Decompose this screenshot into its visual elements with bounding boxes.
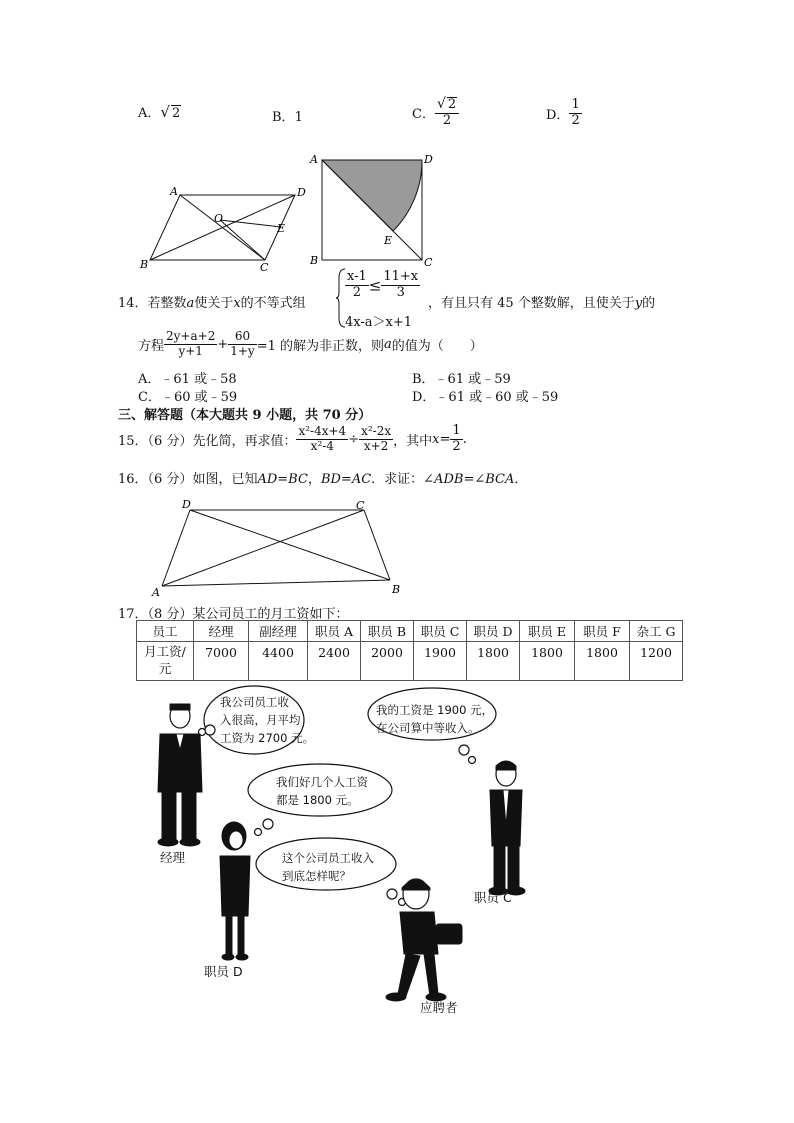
table-cell: 1800 xyxy=(575,642,630,681)
table-cell: 副经理 xyxy=(249,621,308,642)
label-B: B xyxy=(310,254,319,267)
wage-table xyxy=(136,620,683,681)
table-cell: 1800 xyxy=(467,642,520,681)
q15: 15．（6 分）先化简，再求值： $\frac{\text{x²-4x+4}}{\text{x²-4}}$ ÷ $\frac{\text{x²-2x}}{x+2}$ ，其中x= $\frac{1}{2}$ . xyxy=(118,423,467,454)
q14-option-b: B．﹣61 或﹣59 xyxy=(412,372,511,387)
clerk-d-bubble-text: 我们好几个人工资 都是 1800 元。 xyxy=(276,775,368,807)
caption-applicant: 应聘者 xyxy=(420,1000,458,1015)
square-figure xyxy=(306,150,441,268)
q14-option-a: A．﹣61 或﹣58 xyxy=(138,372,237,387)
table-cell: 杂工 G xyxy=(630,621,683,642)
option-c: C． $\frac{√ 2}{2}$ xyxy=(412,96,459,129)
clerk-c-figure xyxy=(489,761,525,895)
caption-clerk-c: 职员 C xyxy=(474,890,512,905)
table-cell: 职员 C xyxy=(414,621,467,642)
q16: 16．（6 分）如图，已知AD=BC，BD=AC．求证：∠ADB=∠BCA． xyxy=(118,472,528,487)
parallelogram-figure xyxy=(130,180,320,275)
label-D: D xyxy=(424,153,433,166)
table-cell: 职员 E xyxy=(520,621,575,642)
section-3-heading: 三、解答题（本大题共 9 小题，共 70 分） xyxy=(118,408,372,423)
label-D: D xyxy=(297,186,306,199)
caption-clerk-d: 职员 D xyxy=(204,964,243,979)
table-row xyxy=(137,642,683,681)
q14-option-d: D．﹣61 或﹣60 或﹣59 xyxy=(412,390,559,405)
table-cell: 经理 xyxy=(194,621,249,642)
table-cell: 职员 F xyxy=(575,621,630,642)
q14-option-c: C．﹣60 或﹣59 xyxy=(138,390,238,405)
q16-figure xyxy=(148,496,408,600)
q14-line1: 14．若整数a使关于x的不等式组 xyxy=(118,296,306,311)
label-A: A xyxy=(310,153,318,166)
table-cell: 职员 D xyxy=(467,621,520,642)
label-D: D xyxy=(182,498,191,511)
table-header-row xyxy=(137,621,683,642)
q14-ineq2: 4x-a＞x+1 xyxy=(345,315,413,330)
table-cell: 员工 xyxy=(137,621,194,642)
label-E: E xyxy=(277,222,286,235)
manager-bubble-text: 我公司员工收 入很高，月平均 工资为 2700 元。 xyxy=(220,695,315,745)
table-cell: 1800 xyxy=(520,642,575,681)
option-b: B．1 xyxy=(272,110,303,125)
manager-figure xyxy=(158,704,202,846)
table-cell: 4400 xyxy=(249,642,308,681)
table-cell: 2000 xyxy=(361,642,414,681)
clerk-d-figure xyxy=(220,822,250,960)
clerk-c-bubble-text: 我的工资是 1900 元， 在公司算中等收入。 xyxy=(376,703,494,735)
label-A: A xyxy=(152,586,160,599)
table-cell: 1900 xyxy=(414,642,467,681)
q17-text: 17．（8 分）某公司员工的月工资如下： xyxy=(118,607,349,622)
label-B: B xyxy=(140,258,149,271)
label-C: C xyxy=(356,499,365,512)
label-C: C xyxy=(424,256,433,268)
applicant-bubble-text: 这个公司员工收入 到底怎样呢？ xyxy=(282,851,374,883)
table-cell: 2400 xyxy=(308,642,361,681)
option-d: D． $\frac{1}{2}$ xyxy=(546,97,580,128)
label-C: C xyxy=(260,261,269,274)
option-a: A．√ 2 xyxy=(138,103,181,121)
label-B: B xyxy=(392,583,401,596)
table-cell: 1200 xyxy=(630,642,683,681)
table-cell: 职员 A xyxy=(308,621,361,642)
label-O: O xyxy=(214,212,224,225)
table-cell: 职员 B xyxy=(361,621,414,642)
q14-line1-tail: ，有且只有 45 个整数解，且使关于y的 xyxy=(428,296,656,311)
q14-ineq1: $\frac{x-1}{2}$ ≤ $\frac{11+x}{3}$ xyxy=(347,269,419,300)
table-cell: 7000 xyxy=(194,642,249,681)
table-cell: 月工资/元 xyxy=(137,642,194,681)
q14-line2: 方程 $\frac{2y+a+2}{y+1}$ + $\frac{60}{1+y}$ =1 的解为非正数，则a的值为（ ） xyxy=(138,329,483,358)
label-E: E xyxy=(384,234,393,247)
caption-manager: 经理 xyxy=(160,850,186,865)
applicant-figure xyxy=(386,879,462,1001)
label-A: A xyxy=(170,185,178,198)
